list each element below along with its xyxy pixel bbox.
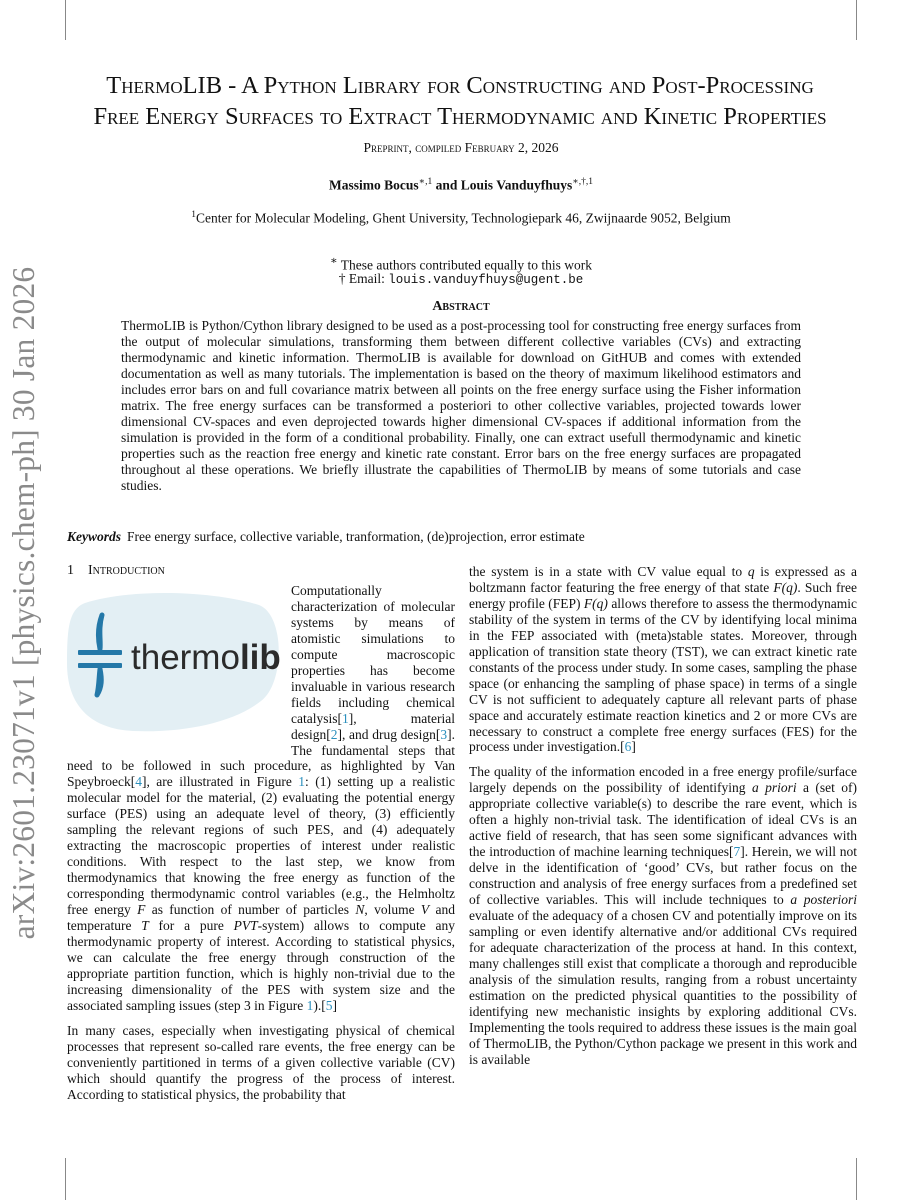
intro-paragraph-3: the system is in a state with CV value equal to q is expressed as a boltzmann factor featuring the free energy of that state F(q). Such free energy profile (FEP) F(q) allows therefore to assess the thermodynamic stability of the system in terms of the CV by identifying local minima in the FEP associated with (meta)stable states. Moreover, through application of transition state theory (TST), we can extract kinetic rate constants of the process under study. In some cases, sampling the phase space (or enhancing the sampling of phase space) in terms of a single CV is not sufficient to adequately capture all relevant parts of phase space and accurately estimate reaction kinetics and 2 or more CVs are necessary to construct a complete free energy surfaces (FES) for the process under investigation.[6] <box>469 564 857 755</box>
citation-link[interactable]: 3 <box>440 726 448 742</box>
crop-mark <box>65 0 66 40</box>
crop-mark <box>856 0 857 40</box>
author-name: Louis Vanduyfhuys <box>460 177 573 193</box>
citation-link[interactable]: 1 <box>341 710 349 726</box>
logo-wordmark <box>131 638 281 677</box>
crop-mark <box>856 1158 857 1200</box>
intro-paragraph-4: The quality of the information encoded in a free energy profile/surface largely depends on the possibility of identifying a priori a (set of) appropriate collective variable(s) to describe the rare event, which is often a highly non-trivial task. The identification of ideal CVs is an active field of research, that has seen some significant advances with the introduction of machine learning techniques[7]. Herein, we will not delve in the identification of ‘good’ CVs, but rather focus on the construction and analysis of free energy surfaces from a predefined set of collective variables. This will include techniques to a posteriori evaluate of the adequacy of a chosen CV and potentially improve on its sampling or even identify alternative and/or additional CVs required for adequate characterization of the process at hand. In this context, many challenges still exist that complicate a thorough and reproducible analysis of the simulation results, ranging from a robust uncertainty estimation on the predicted physical quantities to the possibility of identifying new mechanistic insights by exploring additional CVs. Implementing the tools required to address these issues is the main goal of ThermoLIB, the Python/Cython package we present in this work and is available <box>469 764 858 1067</box>
arxiv-identifier-text: arXiv:2601.23071v1 [physics.chem-ph] 30 Jan 2026 <box>6 266 41 940</box>
email-note <box>0 271 922 287</box>
section-number: 1 <box>67 563 74 578</box>
author-list <box>0 176 922 194</box>
affiliation-marker: 1 <box>191 210 196 220</box>
section-heading <box>67 563 165 579</box>
crop-mark <box>65 1158 66 1200</box>
intro-paragraph-2: In many cases, especially when investigating physical of chemical processes that represent so-called rare events, the free energy can be conveniently partitioned in terms of a given collective variable (CV) which should quantify the progress of the process of interest. According to statistical physics, the probability that <box>67 1022 455 1102</box>
author-name: Massimo Bocus <box>329 177 419 193</box>
thermolib-logo <box>63 583 283 745</box>
email-label: † Email: <box>338 271 385 286</box>
note-text: These authors contributed equally to this work <box>340 257 592 273</box>
arxiv-identifier <box>2 268 46 938</box>
logo-mark-bar <box>78 650 122 655</box>
keywords-text: Free energy surface, collective variable, tranformation, (de)projection, error estimate <box>127 529 585 544</box>
note-marker: ∗ <box>330 255 338 267</box>
citation-link[interactable]: 7 <box>733 844 741 860</box>
logo-wordmark-a: thermo <box>131 638 240 677</box>
email-link[interactable]: louis.vanduyfhuys@ugent.be <box>388 273 584 287</box>
logo-mark-stroke <box>97 669 101 695</box>
affiliation <box>0 210 922 227</box>
logo-wordmark-b: lib <box>239 638 281 677</box>
author-marker: ∗,1 <box>418 177 433 187</box>
abstract-text: ThermoLIB is Python/Cython library designed to be used as a post-processing tool for constructing free energy surfaces from the output of molecular simulations, transforming them between different collective variables (CVs) and extracting thermodynamic and kinetic information. ThermoLIB is available for download on GitHUB and comes with extended documentation as well as many tutorials. The implementation is based on the theory of maximum likelihood estimators and includes error bars on and full covariance matrix between all points on the free energy surface using the Fisher information matrix. The free energy surfaces can be transformed a posteriori to other collective variables, projected towards lower dimensional CV-spaces and even deprojected towards higher dimensional CV-spaces if additional information from the simulation is provided in the form of a conditional probability. Finally, one can extract usefull thermodynamic and kinetic properties such as the reaction free energy and kinetic rate constant. Error bars on the free energy surfaces are propagated throughout al these operations. We briefly illustrate the capabilities of ThermoLIB by means of some tutorials and case studies. <box>121 318 801 493</box>
thermolib-logo-graphic <box>63 583 283 745</box>
citation-link[interactable]: 2 <box>330 726 338 742</box>
figure-link[interactable]: 1 <box>298 774 306 790</box>
citation-link[interactable]: 6 <box>624 739 632 755</box>
right-column <box>469 564 857 1068</box>
author-conjunction: and <box>435 177 458 193</box>
title-line-1: ThermoLIB - A Python Library for Constructing and Post-Processing <box>106 72 814 99</box>
title-line-2: Free Energy Surfaces to Extract Thermodynamic and Kinetic Properties <box>93 103 827 130</box>
section-title: Introduction <box>88 563 165 578</box>
preprint-date: Preprint, compiled February 2, 2026 <box>363 140 559 155</box>
left-column <box>67 583 455 1103</box>
figure-link[interactable]: 1 <box>306 997 314 1013</box>
author-marker: ∗,†,1 <box>572 177 593 187</box>
citation-link[interactable]: 5 <box>325 997 333 1013</box>
abstract-heading: Abstract <box>432 299 490 314</box>
intro-paragraph-1: Computationally characterization of molecular systems by means of atomistic simulations to compute macroscopic properties has become invaluable in various research fields including chemical catalysis[1], material design[2], and drug design[3]. The fundamental steps that need to be followed in such procedure, as highlighted by Van Speybroeck[4], are illustrated in Figure 1: (1) setting up a realistic molecular model for the material, (2) evaluating the potential energy surface (PES) using an adequate level of theory, (3) efficiently sampling the relevant regions of such PES, and (4) adequately extracting the macroscopic properties of interest under realistic conditions. With respect to the last step, we know from thermodynamics that knowing the free energy as function of the corresponding thermodynamic control variables (e.g., the Helmholtz free energy F as function of number of particles N, volume V and temperature T for a pure PVT-system) allows to compute any thermodynamic property of interest. According to statistical physics, we can calculate the free energy through construction of the appropriate partition function, which is highly non-trivial due to the increasing dimensionality of the PES with system size and the associated sampling issues (step 3 in Figure 1).[5] <box>67 583 455 1013</box>
keywords-line <box>67 529 867 545</box>
keywords-label: Keywords <box>67 529 121 544</box>
logo-mark-stroke <box>99 615 102 649</box>
affiliation-text: Center for Molecular Modeling, Ghent University, Technologiepark 46, Zwijnaarde 9052, Belgium <box>195 210 731 226</box>
paper-title <box>60 70 860 132</box>
citation-link[interactable]: 4 <box>135 774 142 790</box>
